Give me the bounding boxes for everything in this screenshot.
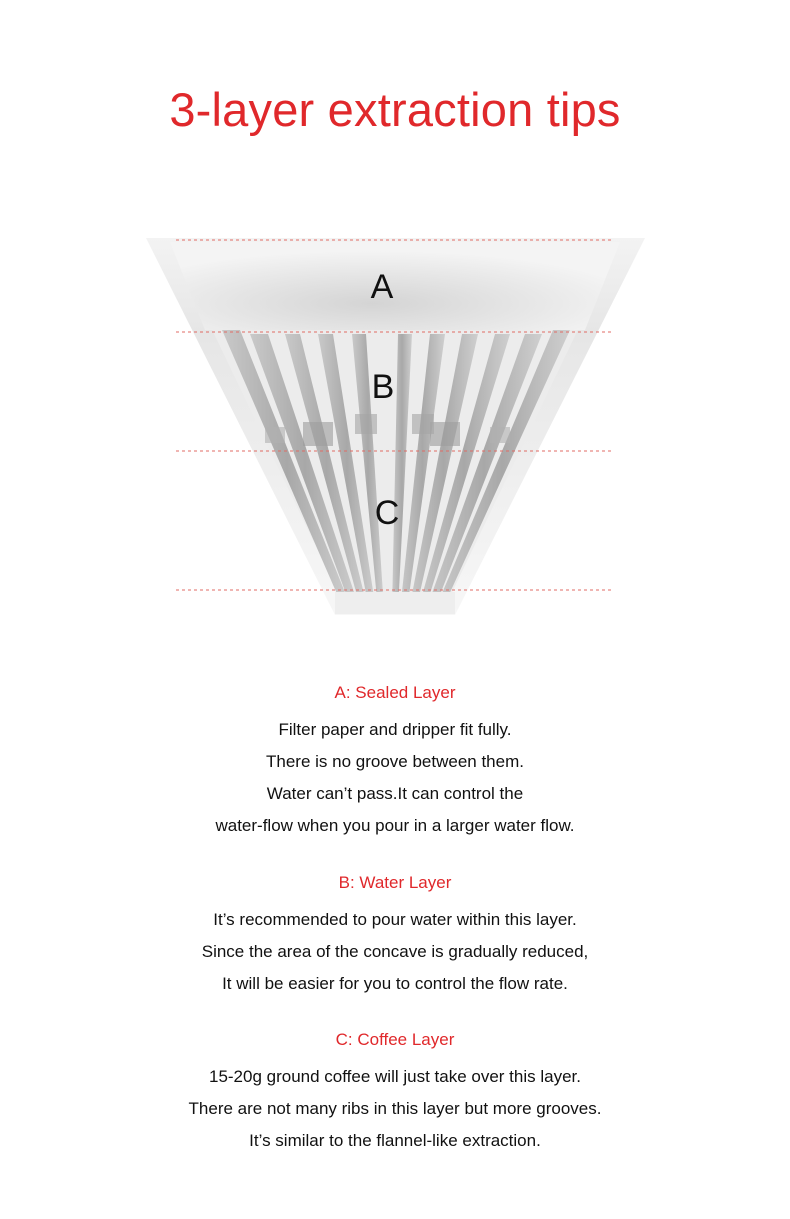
- page-title: 3-layer extraction tips: [169, 83, 621, 136]
- dripper-illustration: [0, 222, 790, 622]
- section-line: It’s similar to the flannel-like extraction.: [249, 1131, 541, 1150]
- layer-label-a: A: [370, 268, 394, 306]
- section-line: Since the area of the concave is gradually reduced,: [201, 942, 589, 961]
- section-line: Filter paper and dripper fit fully.: [278, 720, 512, 739]
- section-line: There is no groove between them.: [266, 752, 524, 771]
- section-water-layer: [0, 873, 790, 1000]
- section-line: 15-20g ground coffee will just take over this layer.: [208, 1067, 581, 1086]
- section-line: Water can’t pass.It can control the: [266, 784, 524, 803]
- dripper-outlet: [335, 592, 455, 614]
- section-line: There are not many ribs in this layer but more grooves.: [188, 1099, 602, 1118]
- section-line: It’s recommended to pour water within this layer.: [213, 910, 577, 929]
- section-heading: A: Sealed Layer: [334, 683, 456, 702]
- layer-label-b: B: [371, 368, 395, 406]
- dripper-diagram: [0, 222, 790, 622]
- section-coffee-layer: [0, 1030, 790, 1157]
- section-sealed-layer: [0, 683, 790, 842]
- section-heading: C: Coffee Layer: [335, 1030, 455, 1049]
- sealed-layer-shade: [170, 242, 620, 330]
- section-heading: B: Water Layer: [338, 873, 452, 892]
- layer-label-c: C: [374, 494, 400, 532]
- section-line: It will be easier for you to control the flow rate.: [222, 974, 568, 993]
- section-line: water-flow when you pour in a larger water flow.: [215, 816, 575, 835]
